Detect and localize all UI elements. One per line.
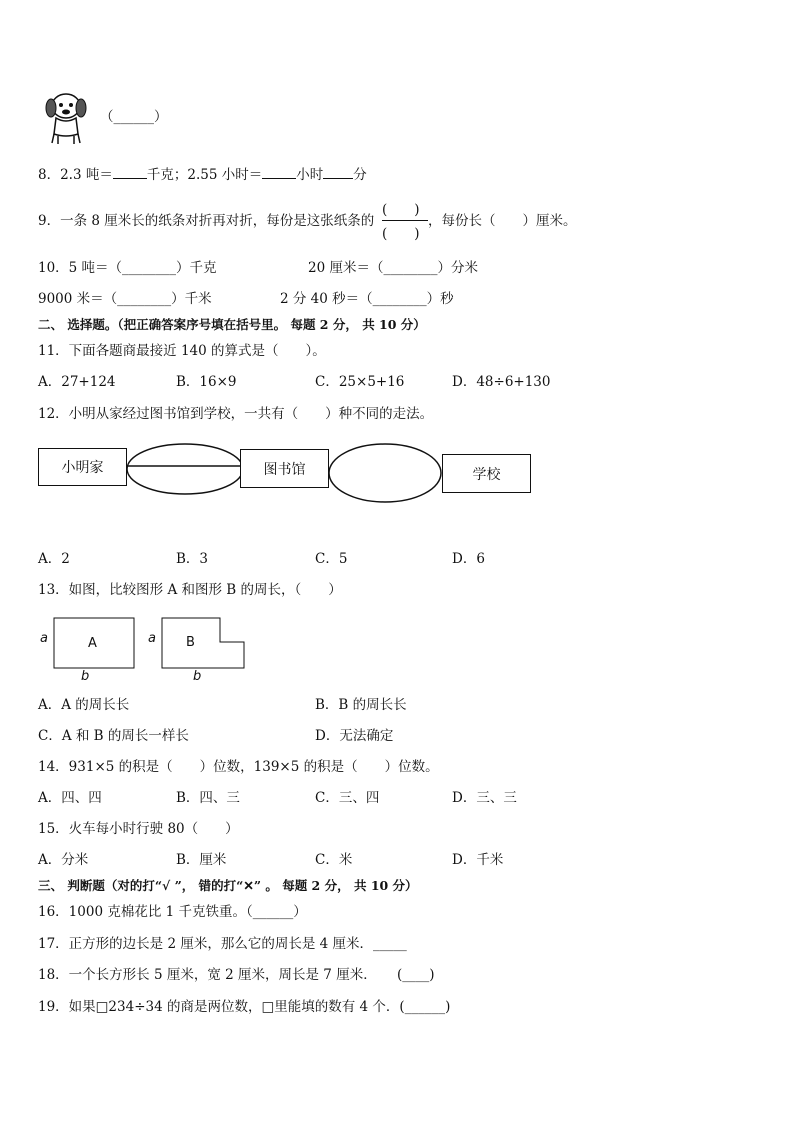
q8-blank-1[interactable] — [113, 166, 147, 179]
q10-item-c: 9000 米＝（________）千米 — [38, 291, 212, 307]
q11-option-b[interactable]: B．16×9 — [176, 374, 237, 390]
q9-fraction-bar — [382, 220, 428, 221]
route-home-library-ellipse — [127, 444, 243, 494]
q13-option-a[interactable]: A．A 的周长长 — [38, 697, 130, 713]
section-2-heading: 二、 选择题。（把正确答案序号填在括号里。 每题 2 分， 共 10 分） — [38, 317, 426, 332]
question-12: 12．小明从家经过图书馆到学校，一共有（ ）种不同的走法。 — [38, 406, 434, 422]
question-9-text-a: 9．一条 8 厘米长的纸条对折再对折，每份是这张纸条的 — [38, 213, 375, 229]
q9-fraction-denominator[interactable]: ( ) — [382, 226, 420, 242]
q9-fraction-numerator[interactable]: ( ) — [382, 202, 420, 218]
shape-b-label: B — [186, 635, 195, 650]
box-school: 学校 — [442, 454, 531, 493]
question-17: 17．正方形的边长是 2 厘米，那么它的周长是 4 厘米．_____ — [38, 936, 407, 952]
q14-option-a[interactable]: A．四、四 — [38, 790, 102, 806]
shape-a-label: A — [88, 636, 97, 651]
dog-illustration — [42, 90, 92, 146]
question-16: 16．1000 克棉花比 1 千克铁重。（______） — [38, 904, 307, 920]
q10-item-b: 20 厘米＝（________）分米 — [308, 260, 478, 276]
question-9-text-b: ，每份长（ ）厘米。 — [428, 213, 577, 229]
q14-option-d[interactable]: D．三、三 — [452, 790, 517, 806]
q8-blank-2[interactable] — [262, 166, 296, 179]
q8-blank-3[interactable] — [323, 166, 353, 179]
side-a-label-2: a — [148, 631, 156, 646]
q12-option-a[interactable]: A．2 — [38, 551, 70, 567]
q15-option-c[interactable]: C．米 — [315, 852, 353, 868]
question-19: 19．如果□234÷34 的商是两位数，□里能填的数有 4 个．(______) — [38, 999, 451, 1015]
q12-option-c[interactable]: C．5 — [315, 551, 348, 567]
question-13: 13．如图，比较图形 A 和图形 B 的周长，（ ） — [38, 582, 342, 598]
route-library-school-ellipse — [329, 444, 441, 502]
q10-item-d: 2 分 40 秒＝（________）秒 — [280, 291, 454, 307]
q11-option-d[interactable]: D．48÷6+130 — [452, 374, 551, 390]
question-15: 15．火车每小时行驶 80（ ） — [38, 821, 239, 837]
question-14: 14．931×5 的积是（ ）位数，139×5 的积是（ ）位数。 — [38, 759, 439, 775]
q12-option-d[interactable]: D．6 — [452, 551, 485, 567]
q14-option-c[interactable]: C．三、四 — [315, 790, 380, 806]
q14-option-b[interactable]: B．四、三 — [176, 790, 240, 806]
side-a-label-1: a — [40, 631, 48, 646]
question-11: 11．下面各题商最接近 140 的算式是（ ）。 — [38, 343, 326, 359]
q15-option-b[interactable]: B．厘米 — [176, 852, 227, 868]
q15-option-a[interactable]: A．分米 — [38, 852, 89, 868]
q11-option-c[interactable]: C．25×5+16 — [315, 374, 405, 390]
box-library: 图书馆 — [240, 449, 329, 488]
box-home: 小明家 — [38, 448, 127, 486]
q13-option-d[interactable]: D．无法确定 — [315, 728, 394, 744]
q8-text-c: 小时 — [296, 167, 324, 183]
q11-option-a[interactable]: A．27+124 — [38, 374, 116, 390]
section-3-heading: 三、 判断题（对的打“√ ”， 错的打“✕” 。 每题 2 分， 共 10 分） — [38, 878, 418, 893]
q8-text-a: 8．2.3 吨＝ — [38, 167, 113, 183]
q13-option-b[interactable]: B．B 的周长长 — [315, 697, 407, 713]
q8-text-b: 千克；2.55 小时＝ — [146, 167, 263, 183]
perimeter-figure — [36, 612, 256, 686]
question-18: 18．一个长方形长 5 厘米，宽 2 厘米，周长是 7 厘米． (____) — [38, 967, 435, 983]
side-b-label-2: b — [193, 669, 202, 684]
q8-text-d: 分 — [353, 167, 367, 183]
q13-option-c[interactable]: C．A 和 B 的周长一样长 — [38, 728, 189, 744]
shape-b-polygon — [162, 618, 244, 668]
side-b-label-1: b — [81, 669, 90, 684]
dog-answer-blank[interactable]: （______） — [100, 109, 168, 125]
q12-option-b[interactable]: B．3 — [176, 551, 209, 567]
q15-option-d[interactable]: D．千米 — [452, 852, 504, 868]
question-8 — [38, 166, 367, 184]
q10-item-a: 10．5 吨＝（________）千克 — [38, 260, 217, 276]
